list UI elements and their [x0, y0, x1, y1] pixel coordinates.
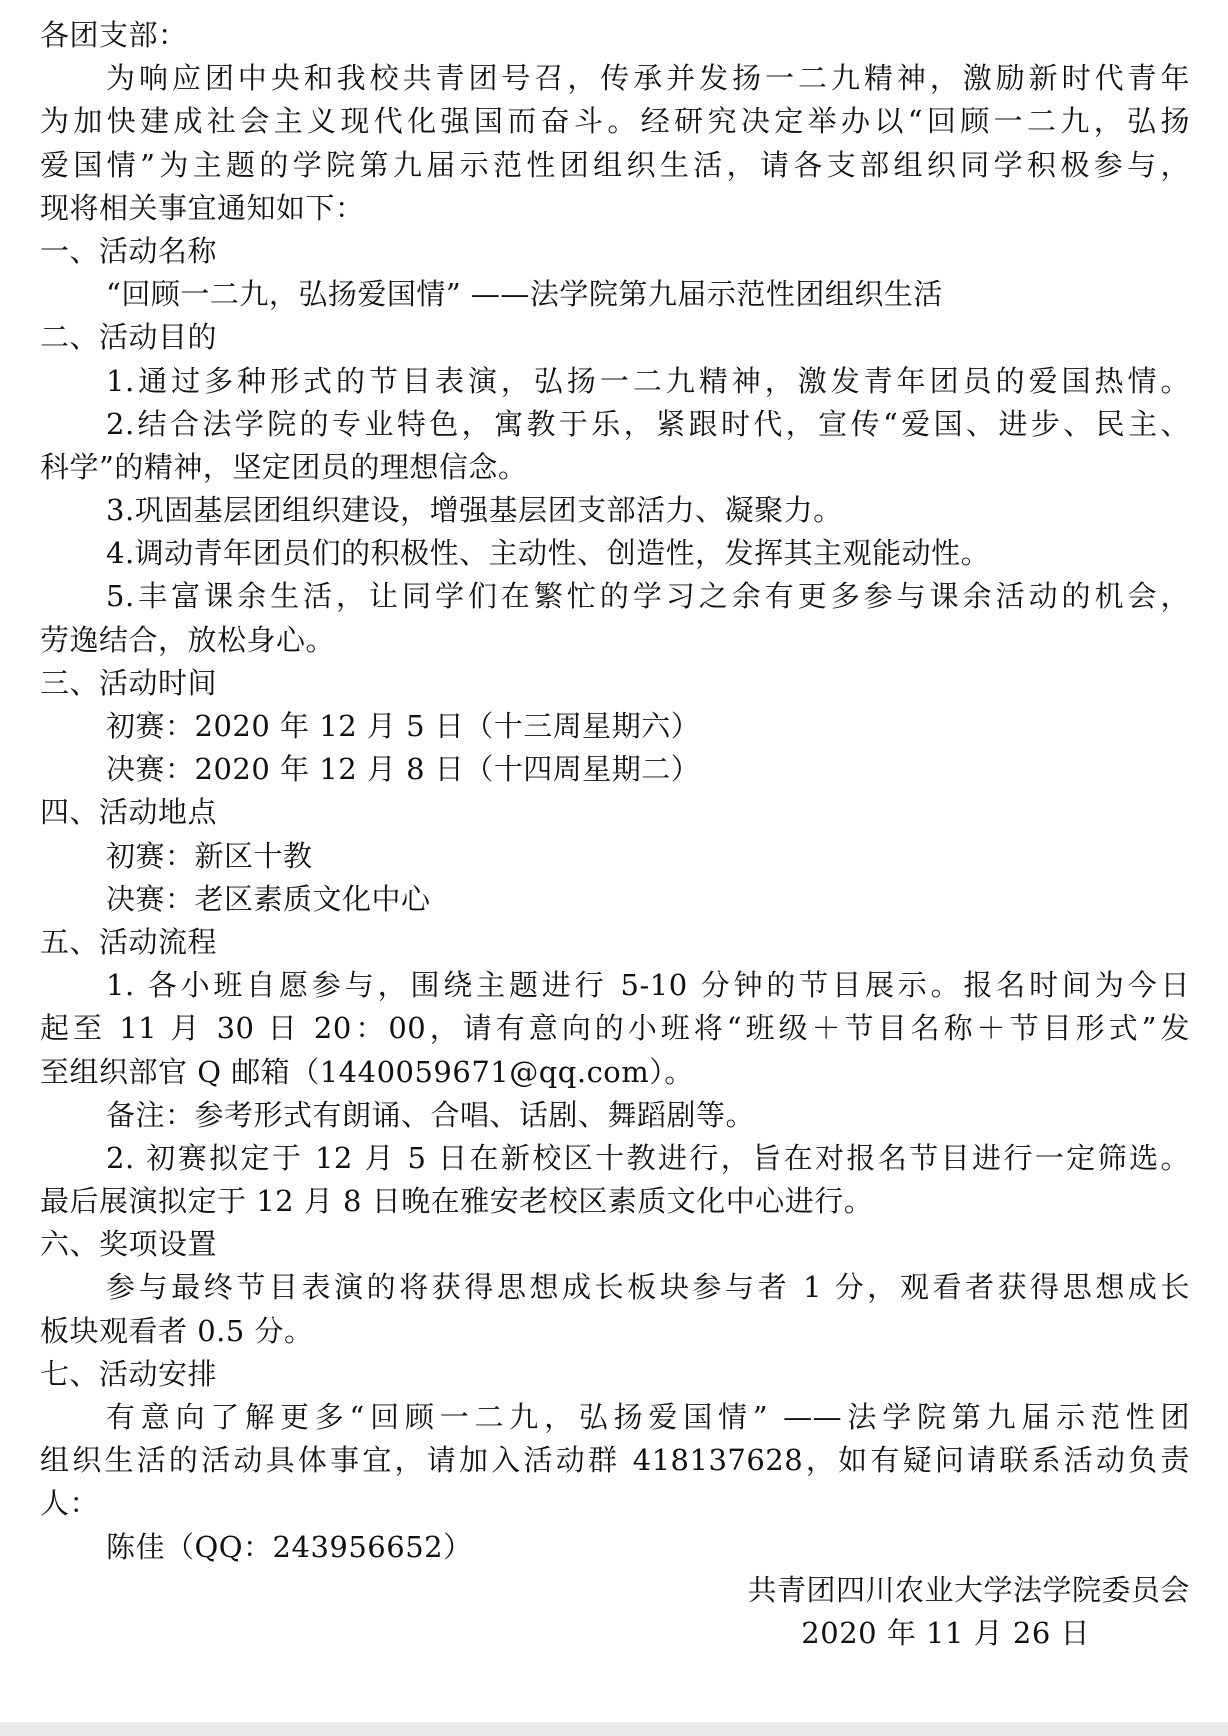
- signature-date: 2020 年 11 月 26 日: [801, 1615, 1090, 1650]
- section-heading-flow: 五、活动流程: [40, 924, 218, 959]
- signature-org: 共青团四川农业大学法学院委员会: [747, 1572, 1190, 1607]
- section-heading-time: 三、活动时间: [40, 665, 218, 700]
- bottom-edge-bar: [0, 1722, 1228, 1736]
- flow-line-2: 起至 11 月 30 日 20：00，请有意向的小班将“班级＋节目名称＋节目形式”发: [40, 1011, 1190, 1046]
- section-heading-purpose: 二、活动目的: [40, 320, 218, 355]
- notice-document: [40, 14, 1190, 1655]
- activity-name: “回顾一二九，弘扬爱国情” ——法学院第九届示范性团组织生活: [106, 277, 943, 312]
- arrange-line-3: 人：: [40, 1486, 100, 1521]
- purpose-line-7: 劳逸结合，放松身心。: [40, 622, 336, 657]
- intro-line-4: 现将相关事宜通知如下：: [40, 190, 365, 225]
- award-line-1: 参与最终节目表演的将获得思想成长板块参与者 1 分，观看者获得思想成长: [106, 1270, 1190, 1305]
- intro-line-1: 为响应团中央和我校共青团号召，传承并发扬一二九精神，激励新时代青年: [106, 61, 1190, 96]
- flow-line-3: 至组织部官 Q 邮箱（1440059671@qq.com）。: [40, 1054, 694, 1089]
- salutation: 各团支部：: [40, 18, 188, 52]
- purpose-line-3: 科学”的精神，坚定团员的理想信念。: [40, 449, 528, 484]
- arrange-line-2: 组织生活的活动具体事宜，请加入活动群 418137628，如有疑问请联系活动负责: [40, 1443, 1190, 1478]
- award-line-2: 板块观看者 0.5 分。: [40, 1313, 314, 1348]
- purpose-line-2: 2.结合法学院的专业特色，寓教于乐，紧跟时代，宣传“爱国、进步、民主、: [106, 406, 1190, 441]
- purpose-line-6: 5.丰富课余生活，让同学们在繁忙的学习之余有更多参与课余活动的机会，: [106, 579, 1190, 614]
- section-heading-name: 一、活动名称: [40, 233, 218, 268]
- flow-line-6: 最后展演拟定于 12 月 8 日晚在雅安老校区素质文化中心进行。: [40, 1184, 874, 1219]
- time-prelim: 初赛：2020 年 12 月 5 日（十三周星期六）: [106, 709, 701, 743]
- contact-person: 陈佳（QQ：243956652）: [106, 1529, 473, 1564]
- place-final: 决赛：老区素质文化中心: [106, 881, 431, 916]
- flow-line-1: 1. 各小班自愿参与，围绕主题进行 5-10 分钟的节目展示。报名时间为今日: [106, 968, 1190, 1003]
- section-heading-award: 六、奖项设置: [40, 1227, 218, 1262]
- intro-line-3: 爱国情”为主题的学院第九届示范性团组织生活，请各支部组织同学积极参与，: [40, 147, 1190, 182]
- place-prelim: 初赛：新区十教: [106, 838, 313, 873]
- intro-line-2: 为加快建成社会主义现代化强国而奋斗。经研究决定举办以“回顾一二九，弘扬: [40, 104, 1190, 139]
- flow-line-5: 2. 初赛拟定于 12 月 5 日在新校区十教进行，旨在对报名节目进行一定筛选。: [106, 1140, 1190, 1175]
- purpose-line-5: 4.调动青年团员们的积极性、主动性、创造性，发挥其主观能动性。: [106, 536, 991, 571]
- purpose-line-1: 1.通过多种形式的节目表演，弘扬一二九精神，激发青年团员的爱国热情。: [106, 363, 1190, 398]
- time-final: 决赛：2020 年 12 月 8 日（十四周星期二）: [106, 752, 701, 787]
- flow-note: 备注：参考形式有朗诵、合唱、话剧、舞蹈剧等。: [106, 1097, 756, 1132]
- section-heading-place: 四、活动地点: [40, 795, 218, 830]
- purpose-line-4: 3.巩固基层团组织建设，增强基层团支部活力、凝聚力。: [106, 493, 843, 528]
- arrange-line-1: 有意向了解更多“回顾一二九，弘扬爱国情” ——法学院第九届示范性团: [106, 1400, 1190, 1434]
- section-heading-arrange: 七、活动安排: [40, 1356, 218, 1391]
